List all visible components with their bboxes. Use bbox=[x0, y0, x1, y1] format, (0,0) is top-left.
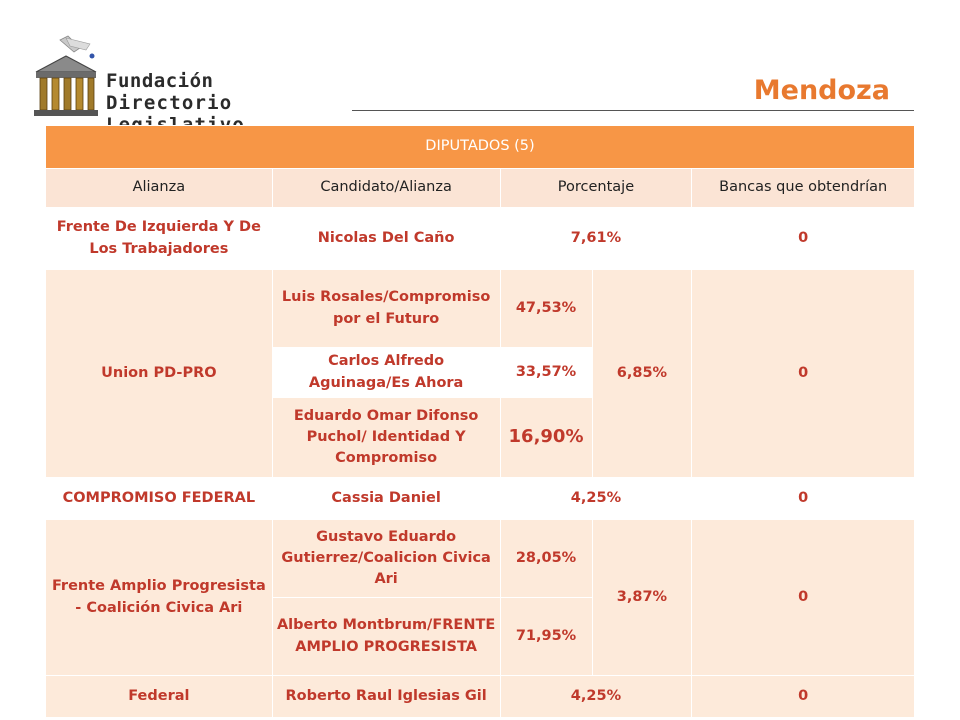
candidato-porcentaje-cell: 33,57% bbox=[500, 348, 592, 398]
porcentaje-cell: 4,25% bbox=[500, 478, 692, 520]
bancas-cell: 0 bbox=[692, 270, 915, 478]
candidato-cell: Carlos Alfredo Aguinaga/Es Ahora bbox=[272, 348, 500, 398]
bancas-cell: 0 bbox=[692, 478, 915, 520]
candidato-cell: Alberto Montbrum/FRENTE AMPLIO PROGRESISTA bbox=[272, 598, 500, 676]
candidato-porcentaje-cell: 16,90% bbox=[500, 398, 592, 478]
alianza-cell: COMPROMISO FEDERAL bbox=[46, 478, 273, 520]
alianza-cell: Union PD-PRO bbox=[46, 270, 273, 478]
candidato-cell: Nicolas Del Caño bbox=[272, 208, 500, 270]
title-divider bbox=[352, 110, 914, 111]
candidato-porcentaje-cell: 28,05% bbox=[500, 520, 592, 598]
column-header-row bbox=[46, 169, 915, 208]
candidato-porcentaje-cell: 47,53% bbox=[500, 270, 592, 348]
alianza-cell: Frente De Izquierda Y De Los Trabajadores bbox=[46, 208, 273, 270]
logo-line2: Directorio bbox=[106, 92, 233, 114]
porcentaje-cell: 4,25% bbox=[500, 676, 692, 718]
table-row bbox=[46, 270, 915, 348]
alianza-cell: Frente Amplio Progresista - Coalición Civica Ari bbox=[46, 520, 273, 676]
column-header-porcentaje: Porcentaje bbox=[500, 169, 692, 208]
porcentaje-cell: 3,87% bbox=[592, 520, 692, 676]
logo-line1: Fundación bbox=[106, 70, 214, 92]
bancas-cell: 0 bbox=[692, 520, 915, 676]
column-header-bancas: Bancas que obtendrían bbox=[692, 169, 915, 208]
building-columns-icon bbox=[30, 34, 102, 122]
column-header-candidato: Candidato/Alianza bbox=[272, 169, 500, 208]
logo bbox=[30, 34, 350, 124]
bancas-cell: 0 bbox=[692, 676, 915, 718]
table-row bbox=[46, 208, 915, 270]
candidato-porcentaje-cell: 71,95% bbox=[500, 598, 592, 676]
porcentaje-cell: 7,61% bbox=[500, 208, 692, 270]
candidato-cell: Luis Rosales/Compromiso por el Futuro bbox=[272, 270, 500, 348]
column-header-alianza: Alianza bbox=[46, 169, 273, 208]
porcentaje-cell: 6,85% bbox=[592, 270, 692, 478]
candidato-cell: Gustavo Eduardo Gutierrez/Coalicion Civica Ari bbox=[272, 520, 500, 598]
candidato-cell: Cassia Daniel bbox=[272, 478, 500, 520]
bancas-cell: 0 bbox=[692, 208, 915, 270]
section-header-row bbox=[46, 126, 915, 169]
alianza-cell: Federal bbox=[46, 676, 273, 718]
table-row bbox=[46, 676, 915, 718]
candidato-cell: Eduardo Omar Difonso Puchol/ Identidad Y Compromiso bbox=[272, 398, 500, 478]
results-table bbox=[45, 125, 915, 718]
page-title: Mendoza bbox=[753, 75, 890, 106]
table-row bbox=[46, 520, 915, 598]
section-title: DIPUTADOS (5) bbox=[46, 126, 915, 169]
table-row bbox=[46, 478, 915, 520]
candidato-cell: Roberto Raul Iglesias Gil bbox=[272, 676, 500, 718]
